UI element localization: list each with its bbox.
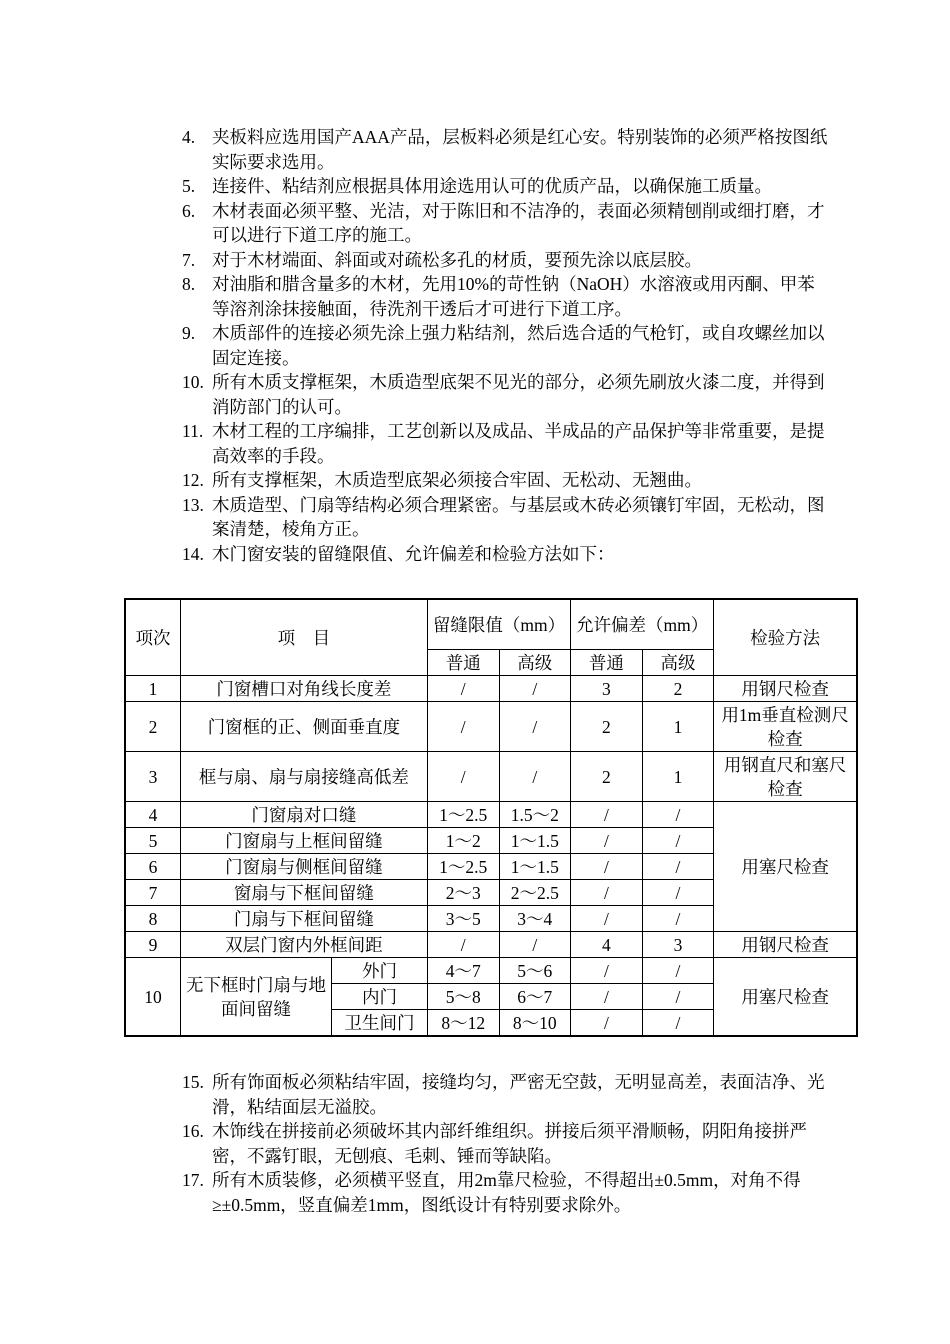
row-dev-high: / xyxy=(642,880,714,906)
row-item: 门窗槽口对角线长度差 xyxy=(180,676,427,702)
row-dev-normal: / xyxy=(571,880,643,906)
list-item: 15. 所有饰面板必须粘结牢固，接缝均匀，严密无空鼓，无明显高差，表面洁净、光滑，粘结面层无溢胶。 xyxy=(182,1072,825,1117)
row-gap-normal: 5～8 xyxy=(427,984,499,1010)
row-no: 2 xyxy=(125,702,180,752)
row-gap-normal: 8～12 xyxy=(427,1010,499,1037)
list-item: 17. 所有木质装修，必须横平竖直，用2m靠尺检验，不得超出±0.5mm，对角不得≥±0.5mm，竖直偏差1mm，图纸设计有特别要求除外。 xyxy=(182,1170,801,1215)
row-item: 框与扇、扇与扇接缝高低差 xyxy=(180,752,427,802)
row-gap-high: / xyxy=(499,752,571,802)
row-method: 用塞尺检查 xyxy=(714,958,857,1037)
row-item: 门窗扇与侧框间留缝 xyxy=(180,854,427,880)
table-header-row xyxy=(125,599,857,650)
row-gap-high: / xyxy=(499,702,571,752)
header-deviation: 允许偏差（mm） xyxy=(571,599,714,650)
row-dev-normal: 3 xyxy=(571,676,643,702)
row-dev-high: / xyxy=(642,958,714,984)
row-dev-normal: / xyxy=(571,984,643,1010)
row-dev-normal: 2 xyxy=(571,702,643,752)
row-gap-normal: / xyxy=(427,702,499,752)
list-item: 11. 木材工程的工序编排，工艺创新以及成品、半成品的产品保护等非常重要，是提高效率的手段。 xyxy=(182,421,825,466)
table-row xyxy=(125,702,857,752)
row-gap-normal: / xyxy=(427,932,499,958)
row-no: 9 xyxy=(125,932,180,958)
row-no: 5 xyxy=(125,828,180,854)
row-item: 窗扇与下框间留缝 xyxy=(180,880,427,906)
list-item: 9. 木质部件的连接必须先涂上强力粘结剂，然后选合适的气枪钉，或自攻螺丝加以固定连接。 xyxy=(182,323,825,368)
header-item: 项 目 xyxy=(180,599,427,676)
header-dev-normal: 普通 xyxy=(571,650,643,676)
header-gap-limit: 留缝限值（mm） xyxy=(427,599,570,650)
row-gap-high: 3～4 xyxy=(499,906,571,932)
row-dev-normal: / xyxy=(571,958,643,984)
row-subitem: 内门 xyxy=(332,984,428,1010)
row-gap-normal: 4～7 xyxy=(427,958,499,984)
list-item: 16. 木饰线在拼接前必须破坏其内部纤维组织。拼接后须平滑顺畅，阴阳角接拼严密，不露钉眼，无刨痕、毛刺、锤而等缺陷。 xyxy=(182,1121,807,1166)
row-gap-high: 1.5～2 xyxy=(499,802,571,828)
row-item: 门窗扇对口缝 xyxy=(180,802,427,828)
header-no: 项次 xyxy=(125,599,180,676)
row-gap-normal: 2～3 xyxy=(427,880,499,906)
row-item: 门扇与下框间留缝 xyxy=(180,906,427,932)
row-gap-high: / xyxy=(499,932,571,958)
row-dev-high: 2 xyxy=(642,676,714,702)
table-row xyxy=(125,752,857,802)
row-dev-high: / xyxy=(642,906,714,932)
door-window-tolerance-table xyxy=(124,598,858,1037)
list-item: 12. 所有支撑框架，木质造型底架必须接合牢固、无松动、无翘曲。 xyxy=(182,470,702,490)
row-gap-normal: / xyxy=(427,752,499,802)
row-gap-normal: / xyxy=(427,676,499,702)
row-dev-normal: / xyxy=(571,854,643,880)
row-method: 用1m垂直检测尺检查 xyxy=(714,702,857,752)
row-item: 门窗扇与上框间留缝 xyxy=(180,828,427,854)
list-item: 14. 木门窗安装的留缝限值、允许偏差和检验方法如下： xyxy=(182,543,615,564)
requirements-list-before xyxy=(182,125,832,566)
row-gap-normal: 1～2 xyxy=(427,828,499,854)
list-item: 10. 所有木质支撑框架，木质造型底架不见光的部分，必须先刷放火漆二度，并得到消防部门的认可。 xyxy=(182,372,825,417)
row-no: 1 xyxy=(125,676,180,702)
row-item: 双层门窗内外框间距 xyxy=(180,932,427,958)
row-dev-normal: / xyxy=(571,1010,643,1037)
table-row xyxy=(125,802,857,828)
row-gap-high: 6～7 xyxy=(499,984,571,1010)
list-item: 6. 木材表面必须平整、光洁，对于陈旧和不洁净的，表面必须精刨削或细打磨，才可以进行下道工序的施工。 xyxy=(182,200,825,245)
header-method: 检验方法 xyxy=(714,599,857,676)
row-dev-high: / xyxy=(642,854,714,880)
row-no: 7 xyxy=(125,880,180,906)
row-gap-normal: 1～2.5 xyxy=(427,802,499,828)
row-dev-high: / xyxy=(642,984,714,1010)
row-dev-normal: / xyxy=(571,802,643,828)
row-no: 3 xyxy=(125,752,180,802)
row-no: 10 xyxy=(125,958,180,1037)
row-gap-high: 2～2.5 xyxy=(499,880,571,906)
list-item: 7. 对于木材端面、斜面或对疏松多孔的材质，要预先涂以底层胶。 xyxy=(182,249,702,270)
row-dev-high: / xyxy=(642,1010,714,1037)
row-item: 无下框时门扇与地面间留缝 xyxy=(180,958,331,1037)
row-subitem: 卫生间门 xyxy=(332,1010,428,1037)
row-dev-high: / xyxy=(642,802,714,828)
row-subitem: 外门 xyxy=(332,958,428,984)
row-gap-high: 5～6 xyxy=(499,958,571,984)
list-item: 13. 木质造型、门扇等结构必须合理紧密。与基层或木砖必须镶钉牢固，无松动，图案清楚，棱角方正。 xyxy=(182,494,825,539)
header-gap-high: 高级 xyxy=(499,650,571,676)
row-dev-high: 3 xyxy=(642,932,714,958)
row-method: 用钢直尺和塞尺检查 xyxy=(714,752,857,802)
row-gap-high: 8～10 xyxy=(499,1010,571,1037)
row-gap-high: / xyxy=(499,676,571,702)
row-no: 4 xyxy=(125,802,180,828)
list-item: 4. 夹板料应选用国产AAA产品，层板料必须是红心安。特别装饰的必须严格按图纸实际要求选用。 xyxy=(182,127,828,172)
row-dev-normal: / xyxy=(571,828,643,854)
row-dev-normal: 4 xyxy=(571,932,643,958)
table-row xyxy=(125,676,857,702)
row-dev-high: 1 xyxy=(642,702,714,752)
requirements-list-after xyxy=(182,1070,832,1217)
row-dev-normal: 2 xyxy=(571,752,643,802)
row-dev-high: / xyxy=(642,828,714,854)
row-method: 用钢尺检查 xyxy=(714,676,857,702)
row-gap-high: 1～1.5 xyxy=(499,828,571,854)
row-gap-normal: 1～2.5 xyxy=(427,854,499,880)
row-method: 用钢尺检查 xyxy=(714,932,857,958)
row-dev-high: 1 xyxy=(642,752,714,802)
row-no: 8 xyxy=(125,906,180,932)
list-item: 8. 对油脂和腊含量多的木材，先用10%的苛性钠（NaOH）水溶液或用丙酮、甲苯等溶剂涂抹接触面，待洗剂干透后才可进行下道工序。 xyxy=(182,274,815,319)
header-gap-normal: 普通 xyxy=(427,650,499,676)
list-item: 5. 连接件、粘结剂应根据具体用途选用认可的优质产品，以确保施工质量。 xyxy=(182,176,772,196)
row-gap-normal: 3～5 xyxy=(427,906,499,932)
row-item: 门窗框的正、侧面垂直度 xyxy=(180,702,427,752)
row-no: 6 xyxy=(125,854,180,880)
row-dev-normal: / xyxy=(571,906,643,932)
table-row xyxy=(125,932,857,958)
table-row xyxy=(125,958,857,984)
row-gap-high: 1～1.5 xyxy=(499,854,571,880)
row-method-group: 用塞尺检查 xyxy=(714,802,857,932)
header-dev-high: 高级 xyxy=(642,650,714,676)
